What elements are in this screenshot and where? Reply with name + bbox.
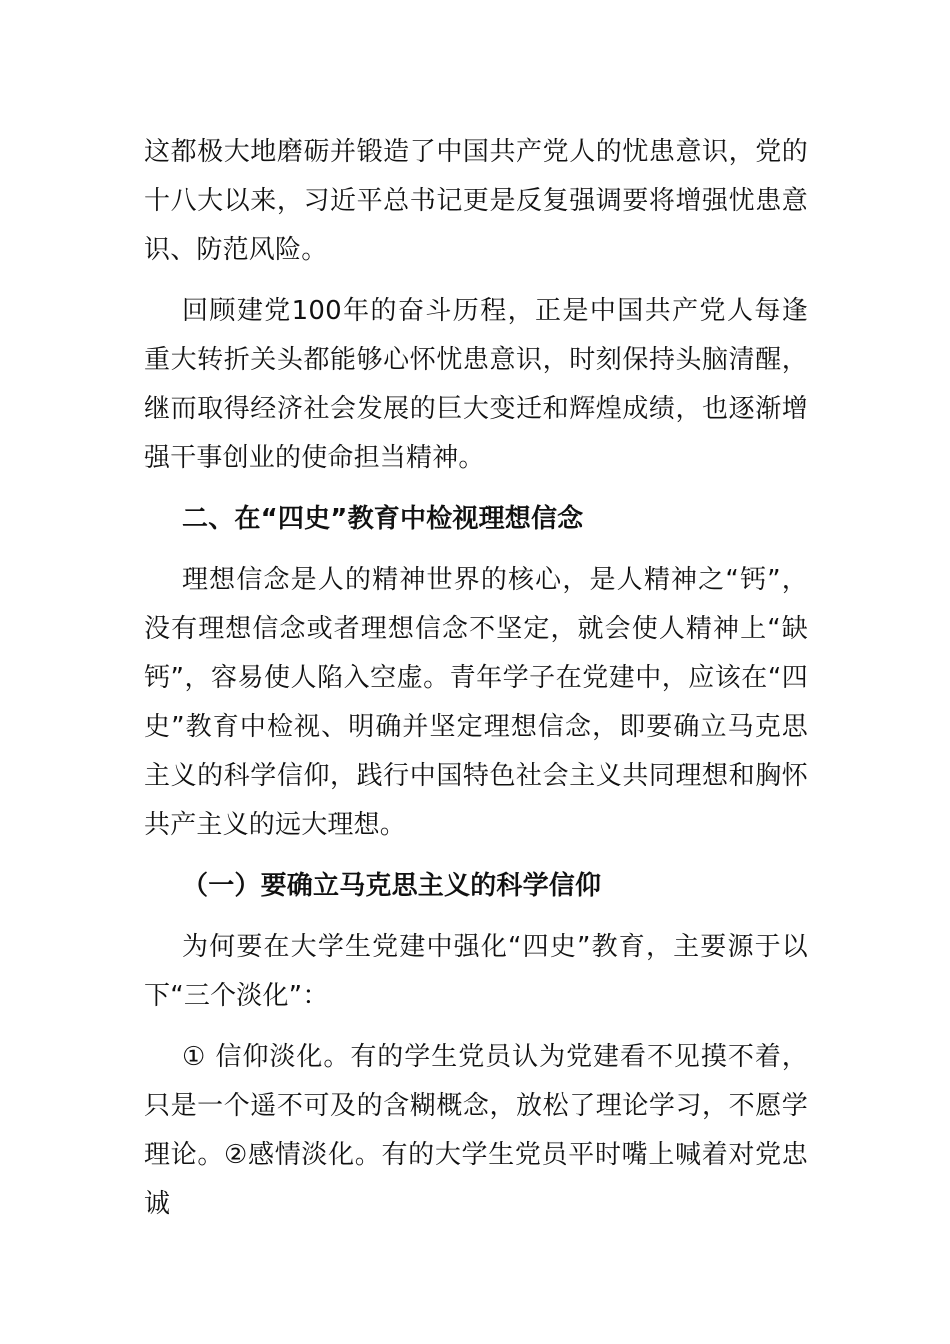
paragraph-party-history: 回顾建党100年的奋斗历程，正是中国共产党人每逢重大转折关头都能够心怀忧患意识，时刻保持头脑清醒，继而取得经济社会发展的巨大变迁和辉煌成绩，也逐渐增强干事创业的使命担当精神。 <box>144 296 808 473</box>
paragraph-weakenings-list: ① 信仰淡化。有的学生党员认为党建看不见摸不着，只是一个遥不可及的含糊概念，放松了理论学习，不愿学理论。②感情淡化。有的大学生党员平时嘴上喊着对党忠诚 <box>144 1042 808 1219</box>
section-heading-ideals: 二、在“四史”教育中检视理想信念 <box>182 504 584 534</box>
paragraph-worry-awareness: 这都极大地磨砺并锻造了中国共产党人的忧患意识，党的十八大以来，习近平总书记更是反复强调要将增强忧患意识、防范风险。 <box>144 137 808 265</box>
subsection-heading-marxism: （一）要确立马克思主义的科学信仰 <box>182 871 602 901</box>
paragraph-three-weakenings-intro: 为何要在大学生党建中强化“四史”教育，主要源于以下“三个淡化”： <box>144 932 808 1011</box>
paragraph-ideals-beliefs: 理想信念是人的精神世界的核心，是人精神之“钙”，没有理想信念或者理想信念不坚定，就会使人精神上“缺钙”，容易使人陷入空虚。青年学子在党建中，应该在“四史”教育中检视、明确并坚定理想信念，即要确立马克思主义的科学信仰，践行中国特色社会主义共同理想和胸怀共产主义的远大理想。 <box>144 565 808 840</box>
document-body <box>144 128 808 1229</box>
